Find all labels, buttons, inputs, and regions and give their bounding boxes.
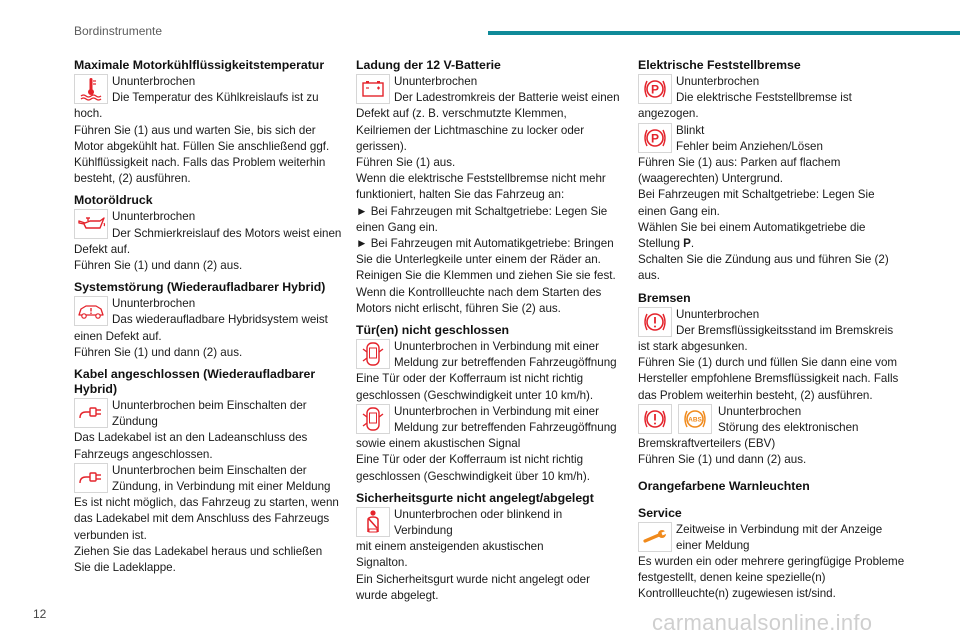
text-line: einer Meldung	[676, 538, 750, 552]
abs-icon	[678, 404, 712, 434]
oil-pressure-icon	[74, 209, 108, 239]
text-line: Blinkt	[676, 123, 705, 137]
text-line: Störung des elektronischen	[718, 421, 859, 435]
text-line: Der Bremsflüssigkeitsstand im Bremskreis	[676, 323, 894, 337]
section-title: Kabel angeschlossen (Wiederaufladbarer Hybrid)	[74, 367, 316, 397]
paragraph: Defekt auf.	[74, 242, 131, 256]
bullet-item: ► Bei Fahrzeugen mit Automatikgetriebe: Bringen Sie die Unterlegkeile unter einem der Räder an.	[356, 237, 614, 267]
door-open-icon	[356, 339, 390, 369]
hybrid-system-fault-icon	[74, 296, 108, 326]
text-line: Zündung	[112, 415, 158, 429]
svg-text:ABS: ABS	[688, 416, 702, 424]
section-title: Maximale Motorkühlflüssigkeitstemperatur	[74, 58, 325, 72]
wrench-icon	[638, 522, 672, 552]
charging-cable-icon	[74, 463, 108, 493]
watermark: carmanualsonline.info	[652, 610, 873, 635]
paragraph: Eine Tür oder der Kofferraum ist nicht richtig geschlossen (Geschwindigkeit über 10 km/h).	[356, 453, 590, 483]
battery-icon	[356, 74, 390, 104]
text-line: Ununterbrochen	[112, 297, 196, 311]
paragraph: Wählen Sie bei einem Automatikgetriebe die Stellung P.	[638, 220, 866, 251]
header-accent-bar	[488, 31, 960, 35]
text-line: Ununterbrochen beim Einschalten der	[112, 463, 307, 477]
paragraph: Eine Tür oder der Kofferraum ist nicht richtig geschlossen (Geschwindigkeit unter 10 km/h).	[356, 372, 594, 402]
section-title: Systemstörung (Wiederaufladbarer Hybrid)	[74, 280, 326, 295]
section-title: Service	[638, 505, 682, 520]
section-title: Sicherheitsgurte nicht angelegt/abgelegt	[356, 490, 594, 505]
paragraph: hoch.	[74, 107, 103, 121]
parking-brake-icon	[638, 123, 672, 153]
text-line: Zeitweise in Verbindung mit der Anzeige	[676, 522, 883, 536]
text-line: Meldung zur betreffenden Fahrzeugöffnung	[394, 421, 617, 435]
text-line: Zündung, in Verbindung mit einer Meldung	[112, 480, 331, 494]
parking-brake-icon	[638, 74, 672, 104]
bullet-item: ► Bei Fahrzeugen mit Schaltgetriebe: Legen Sie einen Gang ein.	[356, 204, 608, 234]
brake-icon	[638, 307, 672, 337]
paragraph: Ziehen Sie das Ladekabel heraus und schließen Sie die Ladeklappe.	[74, 544, 323, 575]
text-line: Ununterbrochen oder blinkend in Verbindung	[394, 507, 563, 538]
paragraph: einen Defekt auf.	[74, 329, 162, 343]
paragraph: ist stark abgesunken.	[638, 340, 748, 354]
section-title: Tür(en) nicht geschlossen	[356, 323, 510, 338]
text-line: Ununterbrochen	[394, 75, 478, 88]
paragraph: Das Ladekabel ist an den Ladeanschluss des Fahrzeugs angeschlossen.	[74, 431, 308, 461]
paragraph: angezogen.	[638, 107, 699, 121]
column-2	[356, 58, 624, 604]
paragraph: sowie einem akustischen Signal	[356, 437, 521, 451]
text-line: Ununterbrochen	[112, 210, 196, 224]
text-line: Ununterbrochen beim Einschalten der	[112, 399, 307, 413]
door-open-icon	[356, 404, 390, 434]
text-line: Fehler beim Anziehen/Lösen	[676, 139, 823, 153]
paragraph: Es wurden ein oder mehrere geringfügige Probleme festgestellt, denen keine spezielle(n) Kontrollleuchte(n) zugewiesen ist/sind.	[638, 555, 905, 601]
text-line: Ununterbrochen in Verbindung mit einer	[394, 340, 599, 354]
column-1	[74, 58, 342, 576]
charging-cable-icon	[74, 398, 108, 428]
text-line: Die Temperatur des Kühlkreislaufs ist zu	[112, 91, 319, 105]
paragraph: Wenn die elektrische Feststellbremse nicht mehr funktioniert, halten Sie das Fahrzeug an:	[356, 172, 606, 202]
text-line: Die elektrische Feststellbremse ist	[676, 91, 852, 105]
paragraph: Es ist nicht möglich, das Fahrzeug zu starten, wenn das Ladekabel mit dem Anschluss des Fahrzeugs verbunden ist.	[74, 496, 339, 542]
brake-icon	[638, 404, 672, 434]
paragraph: Schalten Sie die Zündung aus und führen Sie (2) aus.	[638, 253, 889, 283]
column-3	[638, 58, 906, 603]
brake-abs-icons	[638, 404, 714, 434]
paragraph: Führen Sie (1) und dann (2) aus.	[638, 453, 807, 467]
text-line: Der Schmierkreislauf des Motors weist einen	[112, 226, 342, 240]
section-title: Ladung der 12 V-Batterie	[356, 58, 501, 72]
paragraph: Führen Sie (1) aus.	[356, 156, 456, 170]
text-line: mit einem ansteigenden akustischen	[356, 540, 544, 554]
paragraph: Wenn die Kontrollleuchte nach dem Starten des Motors nicht erlischt, führen Sie (2) aus.	[356, 285, 602, 315]
paragraph: Signalton.	[356, 556, 408, 570]
coolant-temperature-icon	[74, 74, 108, 104]
seatbelt-icon	[356, 507, 390, 537]
paragraph: Führen Sie (1) aus: Parken auf flachem (waagerechten) Untergrund.	[638, 156, 841, 186]
section-title: Orangefarbene Warnleuchten	[638, 478, 810, 493]
text-line: Der Ladestromkreis der Batterie weist einen	[394, 91, 620, 105]
paragraph: Führen Sie (1) und dann (2) aus.	[74, 259, 243, 273]
paragraph: Defekt auf (z. B. verschmutzte Klemmen, Keilriemen der Lichtmaschine zu locker oder gerissen).	[356, 107, 585, 153]
page-number: 12	[33, 607, 47, 621]
section-title: Bremsen	[638, 290, 691, 305]
paragraph: Führen Sie (1) und dann (2) aus.	[74, 345, 243, 359]
svg-text:P: P	[650, 82, 660, 97]
text-line: Ununterbrochen	[718, 404, 802, 418]
paragraph: Bremskraftverteilers (EBV)	[638, 437, 776, 451]
text-line: Ununterbrochen	[676, 307, 760, 321]
paragraph: Reinigen Sie die Klemmen und ziehen Sie sie fest.	[356, 269, 616, 283]
section-title: Motoröldruck	[74, 193, 153, 208]
text-line: Ununterbrochen	[676, 75, 760, 88]
text-line: Meldung zur betreffenden Fahrzeugöffnung	[394, 356, 617, 370]
text-line: Ununterbrochen	[112, 75, 196, 88]
paragraph: Bei Fahrzeugen mit Schaltgetriebe: Legen Sie einen Gang ein.	[638, 188, 875, 218]
paragraph: Ein Sicherheitsgurt wurde nicht angelegt oder wurde abgelegt.	[356, 572, 590, 602]
section-title: Elektrische Feststellbremse	[638, 58, 801, 72]
running-header: Bordinstrumente	[74, 24, 163, 38]
paragraph: Führen Sie (1) aus und warten Sie, bis sich der Motor abgekühlt hat. Füllen Sie anschließend ggf. Kühlflüssigkeit nach. Falls das Problem weiterhin besteht, (2) ausführen.	[74, 123, 330, 186]
text-line: Ununterbrochen in Verbindung mit einer	[394, 404, 599, 418]
svg-text:P: P	[650, 131, 660, 146]
paragraph: Führen Sie (1) durch und füllen Sie dann eine vom Hersteller empfohlene Bremsflüssigkeit nach. Falls das Problem weiterhin besteht, (2) ausführen.	[638, 356, 899, 402]
text-line: Das wiederaufladbare Hybridsystem weist	[112, 313, 328, 327]
